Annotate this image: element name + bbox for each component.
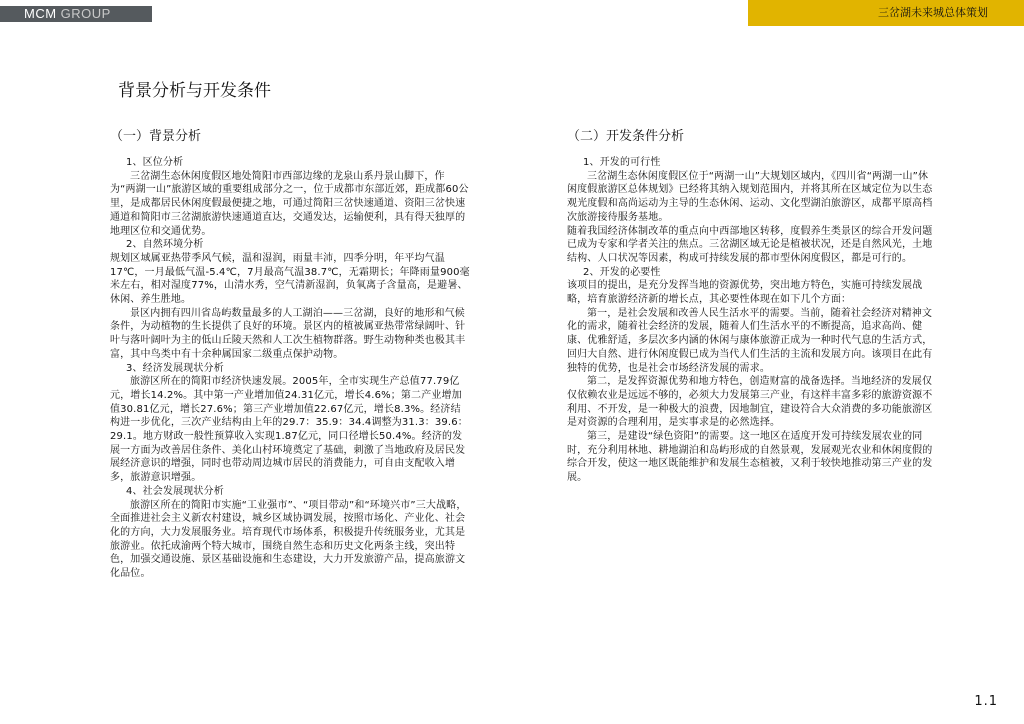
project-title: 三岔湖未来城总体策划 xyxy=(878,6,988,19)
development-conditions-title: （二）开发条件分析 xyxy=(567,129,685,144)
company-logo xyxy=(24,6,111,22)
header-bar xyxy=(0,0,1024,26)
paragraph: 第一，是社会发展和改善人民生活水平的需要。当前，随着社会经济对精神文化的需求，随着社会经济的发展，随着人们生活水平的不断提高，追求高尚、健康、优雅舒适，多层次多内涵的休闲与康体旅游正成为一种时代气息的生活方式，回归大自然、进行休闲度假已成为当代人们生活的主流和发展方向。该项目在此有独特的优势，也是社会市场经济发展的需求。 xyxy=(567,307,933,374)
paragraph: 第三，是建设“绿色资阳”的需要。这一地区在适度开发可持续发展农业的同时，充分利用林地、耕地湖泊和岛屿形成的自然景观，发展观光农业和休闲度假的综合开发，使这一地区既能维护和发展生态植被，又利于较快地推动第三产业的发展。 xyxy=(567,431,933,484)
project-tag xyxy=(748,0,1024,26)
background-analysis-body xyxy=(110,156,470,581)
section-heading: 2、自然环境分析 xyxy=(126,239,204,251)
section-heading: 1、开发的可行性 xyxy=(583,157,661,168)
development-conditions-column xyxy=(567,128,937,485)
paragraph: 景区内拥有四川省岛屿数量最多的人工湖泊——三岔湖，良好的地形和气候条件，为动植物的生长提供了良好的环境。景区内的植被属亚热带常绿阔叶、针叶与落叶阔叶为主的低山丘陵天然和人工次生植物群落。野生动物种类也极其丰富，其中鸟类中有十余种属国家二级重点保护动物。 xyxy=(110,307,466,360)
logo-group: GROUP xyxy=(60,6,111,21)
paragraph: 该项目的提出，是充分发挥当地的资源优势，突出地方特色，实施可持续发展战略，培育旅游经济新的增长点，其必要性体现在如下几个方面： xyxy=(567,280,923,306)
section-heading: 3、经济发展现状分析 xyxy=(126,362,224,374)
background-analysis-title: （一）背景分析 xyxy=(110,129,202,144)
page-title: 背景分析与开发条件 xyxy=(118,81,271,101)
paragraph: 第二，是发挥资源优势和地方特色，创造财富的战备选择。当地经济的发展仅仅依赖农业是远远不够的，必须大力发展第三产业，有这样丰富多彩的旅游资源不利用、不开发，是一种极大的浪费，因地制宜，建设符合大众消费的多功能旅游区是对资源的合理利用，是实事求是的必然选择。 xyxy=(567,376,933,429)
page-number: 1.1 xyxy=(974,694,998,709)
paragraph: 三岔湖生态休闲度假区地处简阳市西部边缘的龙泉山系丹景山脚下，作为“两湖一山”旅游区域的重要组成部分之一，位于成都市东部近郊，距成都60公里，是成都居民休闲度假最便捷之地，可通过简阳三岔快速通道、资阳三岔快速通道和简阳市三岔湖旅游快速通道直达，交通发达，运输便利，具有得天独厚的地理区位和交通优势。 xyxy=(110,170,469,237)
logo-mcm: MCM xyxy=(24,6,57,21)
background-analysis-column xyxy=(110,128,470,581)
paragraph: 旅游区所在的简阳市经济快速发展。2005年，全市实现生产总值77.79亿元，增长14.2%。其中第一产业增加值24.31亿元，增长4.6%；第二产业增加值30.81亿元，增长27.6%；第三产业增加值22.67亿元，增长8.3%。经济结构进一步优化，三次产业结构由上年的29.7：35.9：34.4调整为31.3：39.6：29.1。地方财政一般性预算收入实现1.87亿元，同口径增长50.4%。经济的发展一方面为改善居住条件、美化山村环境奠定了基础，刺激了当地政府及居民发展经济意识的增强，同时也带动周边城市居民的消费能力，可自由支配收入增多，旅游意识增强。 xyxy=(110,376,468,484)
development-conditions-body xyxy=(567,156,937,485)
section-heading: 2、开发的必要性 xyxy=(583,266,661,278)
section-heading: 1、区位分析 xyxy=(126,157,184,168)
paragraph: 三岔湖生态休闲度假区位于“两湖一山”大规划区域内，《四川省“两湖一山”休闲度假旅游区总体规划》已经将其纳入规划范围内，并将其所在区域定位为以生态观光度假和高尚运动为主导的生态休闲、运动、文化型湖泊旅游区，成都平原高档次旅游接待服务基地。 xyxy=(567,170,933,223)
section-heading: 4、社会发展现状分析 xyxy=(126,485,224,497)
paragraph: 规划区域属亚热带季风气候，温和湿润，雨量丰沛，四季分明，年平均气温17℃，一月最低气温-5.4℃，7月最高气温38.7℃，无霜期长；年降雨量900毫米左右，相对湿度77%，山清水秀，空气清新湿润，负氧离子含量高，是避暑、休闲、养生胜地。 xyxy=(110,252,470,306)
paragraph: 旅游区所在的简阳市实施“工业强市”、“项目带动”和“环境兴市”三大战略，全面推进社会主义新农村建设，城乡区域协调发展，按照市场化、产业化、社会化的方向，大力发展服务业。培育现代市场体系，积极提升传统服务业，尤其是旅游业。依托成渝两个特大城市，围绕自然生态和历史文化两条主线，突出特色，加强交通设施、景区基础设施和生态建设，大力开发旅游产品，提高旅游文化品位。 xyxy=(110,499,467,580)
paragraph: 随着我国经济体制改革的重点向中西部地区转移，度假养生类景区的综合开发问题已成为专家和学者关注的焦点。三岔湖区域无论是植被状况，还是自然风光，土地结构、人口状况等因素，构成可持续发展的都市型休闲度假区，都是可行的。 xyxy=(567,225,933,264)
